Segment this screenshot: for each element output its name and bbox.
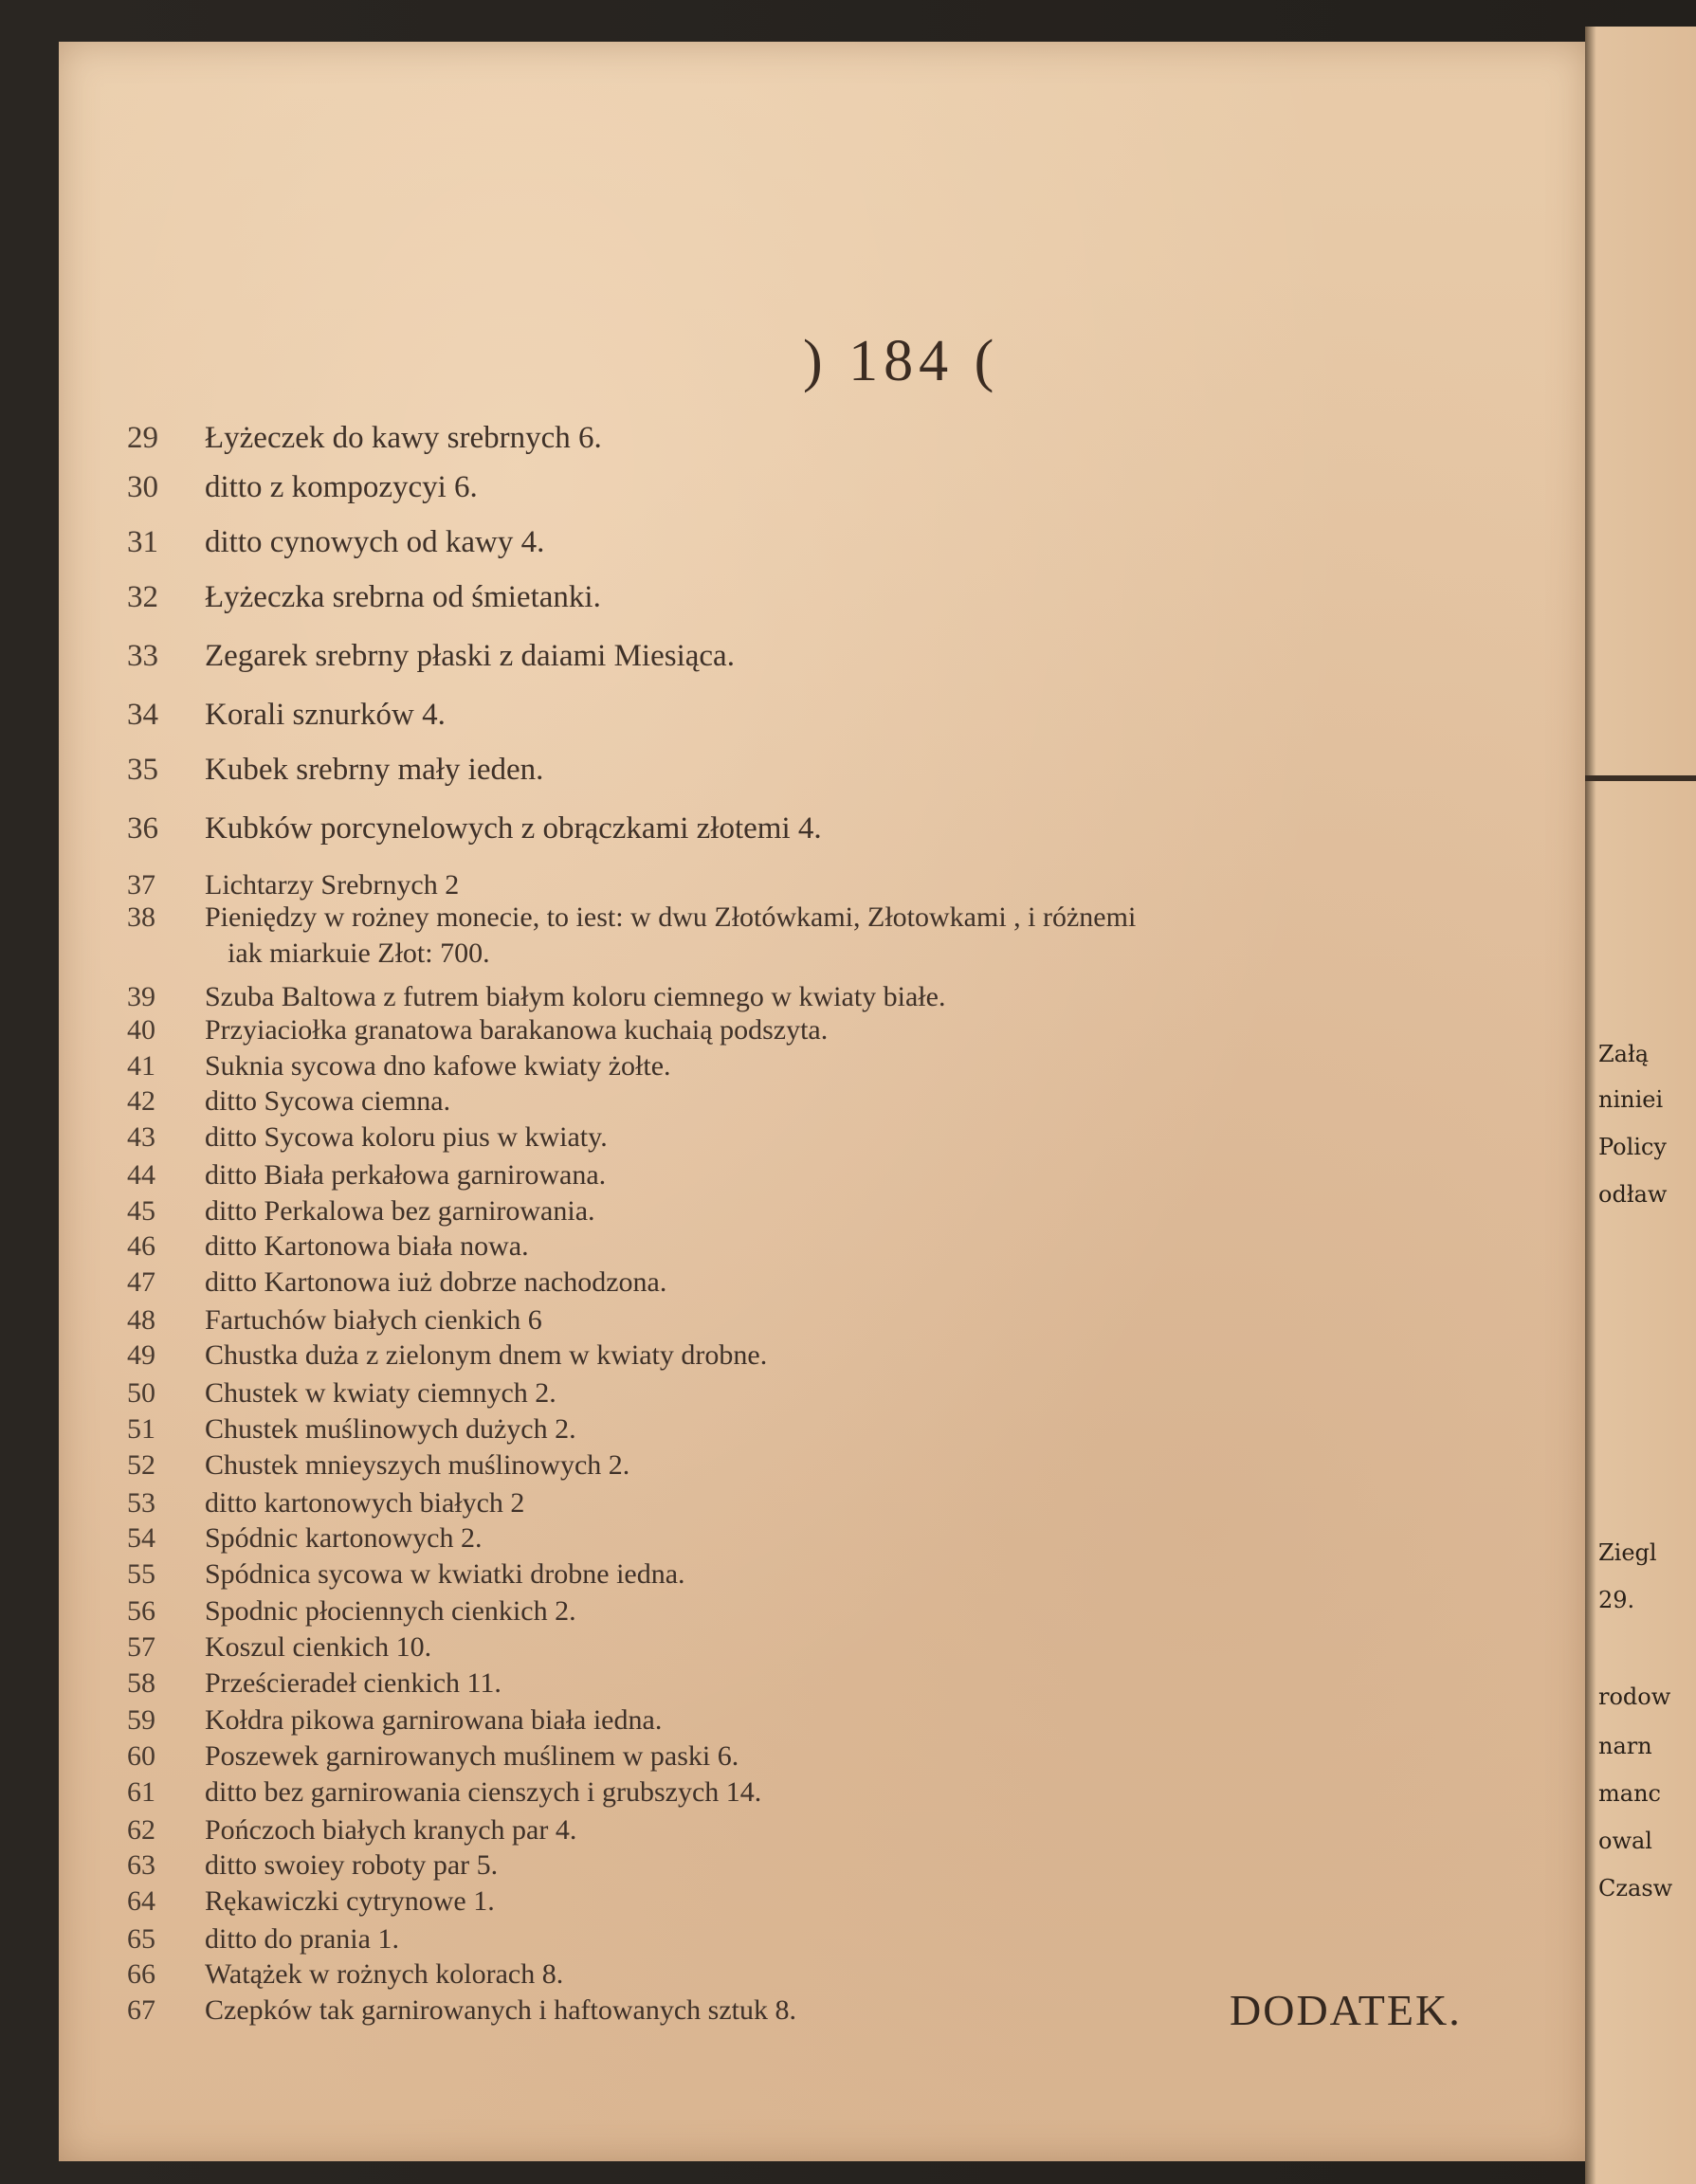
adjacent-page-fragment: odław [1598, 1181, 1668, 1208]
list-item: 36 Kubków porcynelowych z obrączkami złotemi 4. [127, 811, 822, 846]
list-item: 63 ditto swoiey roboty par 5. [127, 1849, 499, 1881]
list-item: 47 ditto Kartonowa iuż dobrze nachodzona. [127, 1266, 667, 1298]
list-item: 62 Pończoch białych kranych par 4. [127, 1814, 577, 1846]
adjacent-page-fragment: narn [1598, 1733, 1652, 1759]
adjacent-page-fragment: Policy [1598, 1134, 1667, 1160]
list-item: 30 ditto z kompozycyi 6. [127, 470, 478, 504]
list-item: 67 Czepków tak garnirowanych i haftowanych sztuk 8. [127, 1994, 796, 2026]
adjacent-page-edge [1585, 27, 1696, 2184]
page-number: ) 184 ( [803, 329, 1000, 393]
list-item: 53 ditto kartonowych białych 2 [127, 1487, 525, 1519]
adjacent-page-fragment: niniei [1598, 1086, 1664, 1113]
adjacent-page-fragment: manc [1598, 1780, 1661, 1807]
list-item: 42 ditto Sycowa ciemna. [127, 1085, 451, 1117]
list-item: 34 Korali sznurków 4. [127, 698, 446, 732]
list-item: 49 Chustka duża z zielonym dnem w kwiaty drobne. [127, 1339, 768, 1371]
list-item: 32 Łyżeczka srebrna od śmietanki. [127, 580, 601, 614]
list-item: 29 Łyżeczek do kawy srebrnych 6. [127, 421, 602, 455]
list-item: 60 Poszewek garnirowanych muślinem w paski 6. [127, 1740, 739, 1772]
list-item: 46 ditto Kartonowa biała nowa. [127, 1230, 529, 1262]
list-item: 45 ditto Perkalowa bez garnirowania. [127, 1195, 595, 1227]
list-item: 33 Zegarek srebrny płaski z daiami Miesiąca. [127, 639, 735, 673]
entry-continuation: iak miarkuie Złot: 700. [228, 937, 490, 969]
list-item: 65 ditto do prania 1. [127, 1923, 399, 1955]
adjacent-page-rule [1585, 775, 1696, 781]
list-item: 50 Chustek w kwiaty ciemnych 2. [127, 1377, 556, 1409]
list-item: 39 Szuba Baltowa z futrem białym koloru ciemnego w kwiaty białe. [127, 981, 946, 1012]
list-item: 31 ditto cynowych od kawy 4. [127, 525, 545, 559]
adjacent-page-fragment: 29. [1598, 1587, 1635, 1613]
list-item: 61 ditto bez garnirowania cienszych i grubszych 14. [127, 1776, 762, 1808]
adjacent-page-fragment: Ziegl [1598, 1539, 1657, 1566]
list-item: 58 Prześcieradeł cienkich 11. [127, 1667, 502, 1699]
list-item: 55 Spódnica sycowa w kwiatki drobne iedna. [127, 1558, 685, 1590]
list-item: 48 Fartuchów białych cienkich 6 [127, 1304, 542, 1336]
list-item: 66 Watążek w rożnych kolorach 8. [127, 1958, 564, 1990]
adjacent-page-fragment: Czasw [1598, 1875, 1673, 1902]
adjacent-page-fragment: Załą [1598, 1041, 1650, 1067]
list-item: 59 Kołdra pikowa garnirowana biała iedna. [127, 1704, 663, 1736]
adjacent-page-fragment: rodow [1598, 1684, 1671, 1710]
book-page [59, 42, 1587, 2161]
catchword: DODATEK. [1230, 1986, 1462, 2034]
list-item: 54 Spódnic kartonowych 2. [127, 1522, 483, 1554]
inventory-list [59, 42, 1587, 2161]
list-item: 43 ditto Sycowa koloru pius w kwiaty. [127, 1121, 608, 1153]
list-item: 64 Rękawiczki cytrynowe 1. [127, 1885, 495, 1917]
list-item: 37 Lichtarzy Srebrnych 2 [127, 869, 460, 901]
list-item: 56 Spodnic płociennych cienkich 2. [127, 1595, 576, 1627]
list-item: 40 Przyiaciołka granatowa barakanowa kuchaią podszyta. [127, 1014, 829, 1046]
list-item: 38 Pieniędzy w rożney monecie, to iest: w dwu Złotówkami, Złotowkami , i różnemi [127, 901, 1137, 933]
list-item: 35 Kubek srebrny mały ieden. [127, 753, 544, 787]
adjacent-page-fragment: owal [1598, 1828, 1652, 1854]
list-item: 44 ditto Biała perkałowa garnirowana. [127, 1159, 607, 1191]
list-item: 51 Chustek muślinowych dużych 2. [127, 1413, 576, 1445]
list-item: 57 Koszul cienkich 10. [127, 1631, 432, 1663]
list-item: 52 Chustek mnieyszych muślinowych 2. [127, 1449, 630, 1481]
list-item: 41 Suknia sycowa dno kafowe kwiaty żołte. [127, 1050, 671, 1082]
